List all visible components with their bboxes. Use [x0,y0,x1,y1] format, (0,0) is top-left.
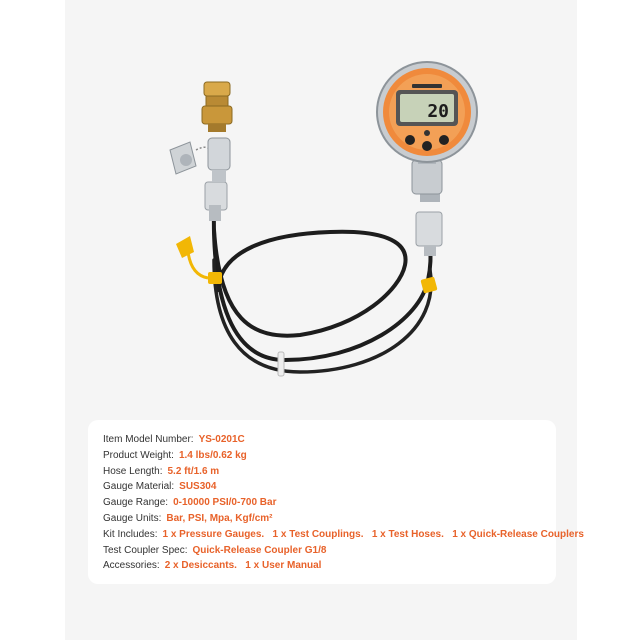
spec-label: Gauge Material: [103,481,175,493]
spec-row-weight [103,448,584,464]
spec-value: Quick-Release Coupler G1/8 [192,544,327,556]
left-hose-fitting [205,182,227,221]
right-hose-fitting [416,190,442,256]
spec-label: Accessories: [103,560,160,572]
spec-card [88,420,584,584]
spec-label: Product Weight: [103,449,174,461]
spec-label: Gauge Range: [103,497,169,509]
spec-value: 5.2 ft/1.6 m [167,465,220,477]
coupler-icon [202,82,232,132]
cable-tie [278,352,284,376]
spec-label: Kit Includes: [103,528,158,540]
spec-value: 1.4 lbs/0.62 kg [178,449,247,461]
spec-row-kit [103,527,584,543]
gauge-lcd-readout: 20 [427,101,449,122]
spec-row-units [103,511,584,527]
gauge-button-power [422,141,432,151]
spec-value: 2 x Desiccants. 1 x User Manual [164,560,322,572]
spec-row-hose-length [103,464,584,480]
spec-value: 1 x Pressure Gauges. 1 x Test Couplings. 1 x Test Hoses. 1 x Quick-Release Couplers [162,528,584,540]
spec-value: Bar, PSI, Mpa, Kgf/cm² [166,512,273,524]
spec-row-accessories [103,558,584,574]
spec-label: Item Model Number: [103,434,194,445]
spec-value: 0-10000 PSI/0-700 Bar [173,497,277,509]
product-illustration [65,0,577,420]
spec-value: YS-0201C [198,434,245,445]
hose-inner-loop [214,230,406,336]
gauge-button-mode [439,135,449,145]
spec-row-coupler [103,543,584,559]
spec-label: Test Coupler Spec: [103,544,188,556]
spec-label: Gauge Units: [103,512,162,524]
dust-cap-icon [176,236,208,278]
spec-row-model [103,432,584,448]
gauge-button-unit [405,135,415,145]
yellow-sleeve-left [208,272,222,284]
spec-row-range [103,495,584,511]
spec-list [103,432,584,574]
spec-label: Hose Length: [103,465,163,477]
spec-row-material [103,479,584,495]
pressure-gauge-icon [377,62,477,194]
test-coupling-icon [170,138,230,182]
spec-value: SUS304 [179,481,217,493]
